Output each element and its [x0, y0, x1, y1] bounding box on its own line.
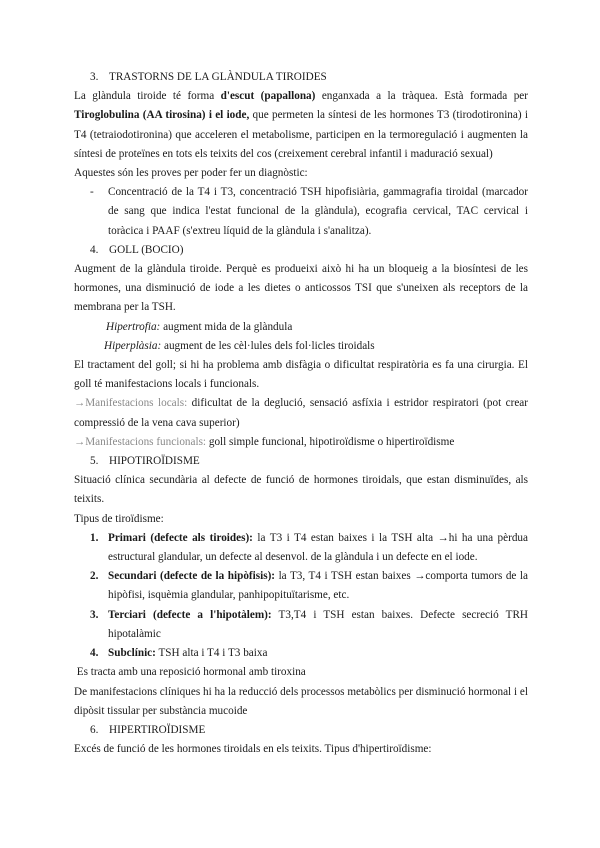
- bold-run: Tiroglobulina (AA tirosina) i el iode,: [74, 109, 250, 122]
- text-run: que permeten la síntesi de les hormones T3 (tirodotironina) i T4 (tetraiodotironina) que acceleren el metabolisme, participen en la termoregulació i augmenten la síntesi de proteïnes en tots els teixits del cos (creixement cerebral infantil i maduració sexual): [74, 109, 528, 160]
- section-4-number: 4.: [90, 243, 99, 256]
- list-item-title: Subclínic:: [108, 647, 156, 660]
- section-5-types-intro: Tipus de tiroïdisme:: [74, 512, 164, 525]
- list-number: 1.: [90, 531, 99, 544]
- section-5-paragraph-3: De manifestacions clíniques hi ha la reducció dels processos metabòlics per disminució hormonal i el dipòsit tissular per substància mucoide: [74, 685, 528, 717]
- list-item: [74, 567, 528, 605]
- text-run: enganxada a la tràquea. Està formada per: [315, 90, 528, 103]
- section-6-title: HIPERTIROÏDISME: [109, 723, 206, 736]
- manifestations-local: [74, 394, 528, 432]
- list-number: 2.: [90, 570, 99, 583]
- section-6-number: 6.: [90, 723, 99, 736]
- section-5-paragraph-1: Situació clínica secundària al defecte de funció de hormones tiroidals, que estan disminuïdes, als teixits.: [74, 474, 528, 506]
- section-4-title: GOLL (BOCIO): [109, 243, 184, 256]
- section-3-title: TRASTORNS DE LA GLÀNDULA TIROIDES: [109, 71, 327, 83]
- section-5-heading: [74, 452, 528, 471]
- section-4-paragraph-2: El tractament del goll; si hi ha problema amb disfàgia o dificultat respiratòria es fa una cirurgia. El goll té manifestacions locals i funcionals.: [74, 359, 528, 391]
- manifestation-text: goll simple funcional, hipotiroïdisme o hipertiroïdisme: [206, 435, 455, 448]
- section-6-heading: [74, 721, 528, 740]
- definition-term: Hiperplàsia:: [104, 339, 162, 352]
- section-6-paragraph-1: Excés de funció de les hormones tiroidals en els teixits. Tipus d'hipertiroïdisme:: [74, 743, 432, 756]
- list-item-title: Terciari (defecte a l'hipotàlem):: [108, 608, 272, 621]
- document-content: [74, 68, 528, 759]
- definition-text: augment mida de la glàndula: [160, 320, 293, 333]
- section-5-paragraph-2: Es tracta amb una reposició hormonal amb tiroxina: [74, 666, 306, 679]
- list-dash: -: [90, 186, 94, 199]
- section-3-number: 3.: [90, 71, 99, 83]
- section-3-heading: [74, 68, 528, 87]
- text-run: La glàndula tiroide té forma: [74, 90, 221, 103]
- list-item-text: TSH alta i T4 i T3 baixa: [155, 647, 268, 660]
- list-item-title: Primari (defecte als tiroides):: [108, 531, 253, 544]
- manifestation-label: →Manifestacions locals:: [74, 397, 188, 410]
- list-item: [74, 644, 528, 663]
- list-item: [74, 606, 528, 644]
- list-number: 4.: [90, 647, 99, 660]
- list-item-text: Concentració de la T4 i T3, concentració TSH hipofisiària, gammagrafia tiroidal (marcador de sang que indica l'estat funcional de la glàndula), ecografia cervical, TAC cervical i toràcica i PAAF (s'extreu líquid de la glàndula i s'analitza).: [108, 186, 528, 237]
- manifestation-label: →Manifestacions funcionals:: [74, 435, 207, 448]
- list-item: [74, 529, 528, 567]
- definition-term: Hipertrofia:: [106, 320, 161, 333]
- list-number: 3.: [90, 608, 99, 621]
- list-item: [74, 183, 528, 241]
- manifestation-text: dificultat de la deglució, sensació asfíxia i estridor respiratori (pot crear compressió de la vena cava superior): [74, 397, 528, 429]
- section-5-number: 5.: [90, 455, 99, 468]
- definition-hiperplasia: [74, 337, 528, 356]
- section-3-paragraph-1: [74, 87, 528, 164]
- definition-hipertrofia: [74, 318, 528, 337]
- list-item-text: la T3 i T4 estan baixes i la TSH alta →hi ha una pèrdua estructural glandular, un defecte al desenvol. de la glàndula i un defecte en el iode.: [108, 531, 528, 564]
- list-item-title: Secundari (defecte de la hipòfisis):: [108, 570, 276, 583]
- list-item-text: T3,T4 i TSH estan baixes. Defecte secreció TRH hipotalàmic: [108, 608, 528, 640]
- definition-text: augment de les cèl·lules dels fol·licles tiroidals: [161, 339, 375, 352]
- section-5-title: HIPOTIROÏDISME: [109, 455, 200, 468]
- section-3-paragraph-2: Aquestes són les proves per poder fer un diagnòstic:: [74, 167, 308, 180]
- list-item-text: la T3, T4 i TSH estan baixes →comporta tumors de la hipòfisi, isquèmia glandular, panhipopituïtarisme, etc.: [108, 570, 528, 602]
- section-4-paragraph-1: Augment de la glàndula tiroide. Perquè es produeixi això hi ha un bloqueig a la biosíntesi de les hormones, una disminució de iode a les dietes o anticossos TSI que s'uneixen als receptors de la membrana per la TSH.: [74, 263, 528, 314]
- manifestations-functional: [74, 433, 528, 452]
- section-4-heading: [74, 241, 528, 260]
- bold-run: d'escut (papallona): [220, 90, 316, 103]
